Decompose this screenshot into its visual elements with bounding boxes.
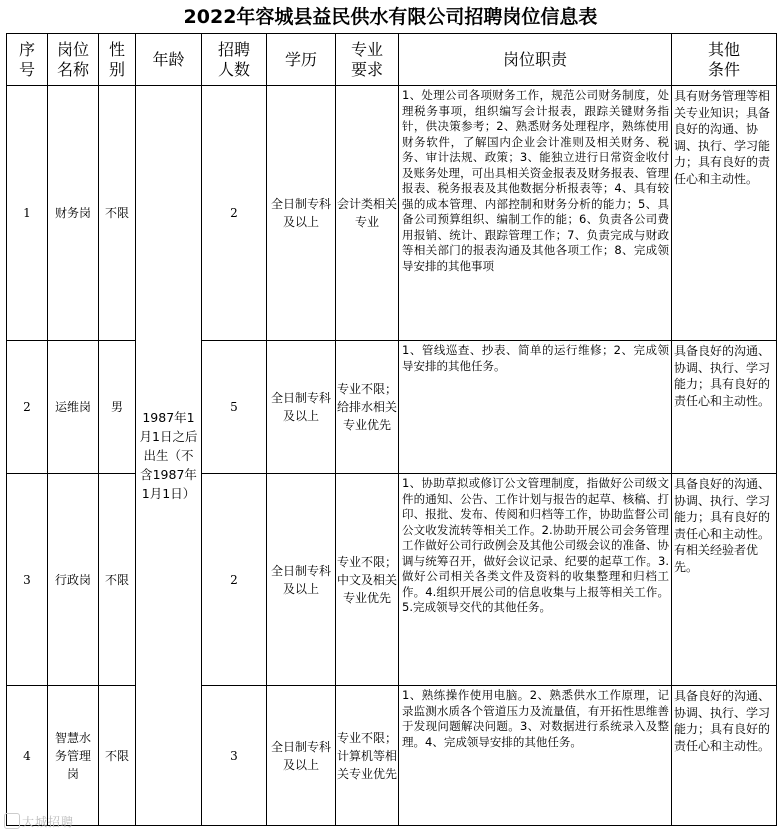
row-major: 专业不限；中文及相关专业优先: [336, 474, 399, 686]
row-education: 全日制专科及以上: [267, 86, 336, 341]
row-gender: 不限: [99, 686, 136, 826]
header-duties: 岗位职责: [399, 34, 672, 86]
row-other: 具备良好的沟通、协调、执行、学习能力；具有良好的责任心和主动性。: [672, 686, 777, 826]
table-row: [7, 86, 777, 341]
row-other: 具有财务管理等相关专业知识；具备良好的沟通、协调、执行、学习能力；具有良好的责任心和主动性。: [672, 86, 777, 341]
page-title: 2022年容城县益民供水有限公司招聘岗位信息表: [183, 6, 598, 28]
row-position: 智慧水务管理岗: [48, 686, 99, 826]
header-education: 学历: [267, 34, 336, 86]
row-position: 财务岗: [48, 86, 99, 341]
row-gender: 不限: [99, 474, 136, 686]
row-no: 2: [7, 341, 48, 474]
row-position: 行政岗: [48, 474, 99, 686]
row-count: 3: [202, 686, 267, 826]
watermark: 大城招聘: [4, 813, 74, 830]
recruitment-table: [6, 33, 777, 826]
row-duties: 1、熟练操作使用电脑。2、熟悉供水工作原理，记录监测水质各个管道压力及流量值，有开拓性思维善于发现问题解决问题。3、对数据进行系统录入及整理。4、完成领导安排的其他任务。: [399, 686, 672, 826]
row-major: 专业不限；给排水相关专业优先: [336, 341, 399, 474]
header-count: 招聘 人数: [202, 34, 267, 86]
row-duties: 1、管线巡查、抄表、简单的运行维修；2、完成领导安排的其他任务。: [399, 341, 672, 474]
table-row: [7, 474, 777, 686]
header-position: 岗位 名称: [48, 34, 99, 86]
row-major: 专业不限；计算机等相关专业优先: [336, 686, 399, 826]
row-no: 3: [7, 474, 48, 686]
header-other: 其他 条件: [672, 34, 777, 86]
age-requirement: 1987年1月1日之后出生（不含1987年1月1日）: [136, 86, 202, 826]
row-other: 具备良好的沟通、协调、执行、学习能力；具有良好的责任心和主动性。: [672, 341, 777, 474]
header-age: 年龄: [136, 34, 202, 86]
row-count: 2: [202, 86, 267, 341]
row-education: 全日制专科及以上: [267, 474, 336, 686]
watermark-logo-icon: [4, 813, 20, 829]
row-count: 2: [202, 474, 267, 686]
row-gender: 男: [99, 341, 136, 474]
row-count: 5: [202, 341, 267, 474]
row-major: 会计类相关专业: [336, 86, 399, 341]
row-no: 4: [7, 686, 48, 826]
header-gender: 性 别: [99, 34, 136, 86]
header-row: [7, 34, 777, 86]
row-education: 全日制专科及以上: [267, 686, 336, 826]
table-row: [7, 341, 777, 474]
header-major: 专业 要求: [336, 34, 399, 86]
row-duties: 1、处理公司各项财务工作，规范公司财务制度，处理税务事项，组织编写会计报表，跟踪关键财务指针，供决策参考；2、熟悉财务处理程序，熟练使用财务软件，了解国内企业会计准则及相关财务、税务、审计法规、政策；3、能独立进行日常资金收付及账务处理，可出具相关资金报表及财务报表、管理报表、税务报表及其他数据分析报表等；4、具有较强的成本管理、内部控制和财务分析的能力；5、具备公司预算组织、编制工作的能；6、负责各公司费用报销、统计、跟踪管理工作；7、负责完成与财政等相关部门的报表沟通及其他各项工作；8、完成领导安排的其他事项: [399, 86, 672, 341]
row-gender: 不限: [99, 86, 136, 341]
row-duties: 1、协助草拟或修订公文管理制度，指做好公司级文件的通知、公告、工作计划与报告的起草、核稿、打印、报批、发布、传阅和归档等工作，协助监督公司公文收发流转等相关工作。2.协助开展公司会务管理工作做好公司行政例会及其他公司级会议的准备、协调与统筹召开，做好会议记录、纪要的起草工作。3.做好公司相关各类文件及资料的收集整理和归档工作。4.组织开展公司的信息收集与上报等相关工作。5.完成领导交代的其他任务。: [399, 474, 672, 686]
table-row: [7, 686, 777, 826]
row-education: 全日制专科及以上: [267, 341, 336, 474]
row-position: 运维岗: [48, 341, 99, 474]
row-no: 1: [7, 86, 48, 341]
row-other: 具备良好的沟通、协调、执行、学习能力；具有良好的责任心和主动性。有相关经验者优先。: [672, 474, 777, 686]
header-no: 序 号: [7, 34, 48, 86]
